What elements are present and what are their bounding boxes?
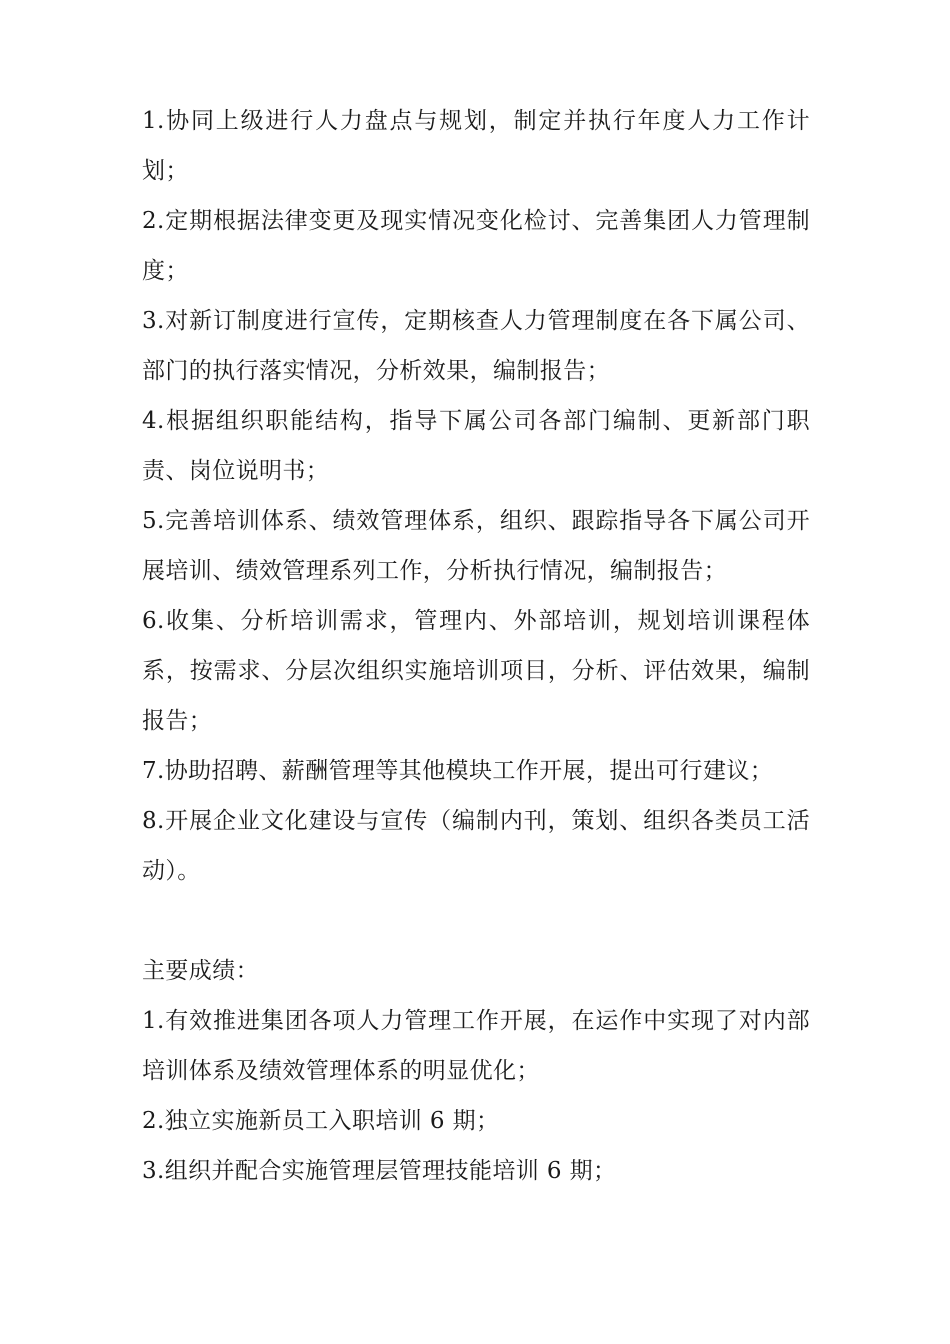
list-item: 6.收集、分析培训需求，管理内、外部培训，规划培训课程体系，按需求、分层次组织实施培训项目，分析、评估效果，编制报告；	[142, 608, 810, 734]
list-item: 3.组织并配合实施管理层管理技能培训 6 期；	[142, 1158, 617, 1184]
list-item: 1.有效推进集团各项人力管理工作开展，在运作中实现了对内部培训体系及绩效管理体系的明显优化；	[142, 1008, 810, 1084]
responsibilities-list	[142, 96, 810, 896]
document-body	[142, 96, 810, 1196]
list-item: 8.开展企业文化建设与宣传（编制内刊，策划、组织各类员工活动）。	[142, 808, 810, 884]
list-item: 1.协同上级进行人力盘点与规划，制定并执行年度人力工作计划；	[142, 108, 810, 184]
list-item: 2.独立实施新员工入职培训 6 期；	[142, 1108, 500, 1134]
list-item: 2.定期根据法律变更及现实情况变化检讨、完善集团人力管理制度；	[142, 208, 810, 284]
section-gap	[142, 896, 810, 946]
list-item: 5.完善培训体系、绩效管理体系，组织、跟踪指导各下属公司开展培训、绩效管理系列工作，分析执行情况，编制报告；	[142, 508, 810, 584]
list-item: 4.根据组织职能结构，指导下属公司各部门编制、更新部门职责、岗位说明书；	[142, 408, 810, 484]
achievements-heading: 主要成绩：	[142, 958, 259, 984]
achievements-section	[142, 946, 810, 1196]
list-item: 7.协助招聘、薪酬管理等其他模块工作开展，提出可行建议；	[142, 758, 774, 784]
list-item: 3.对新订制度进行宣传，定期核查人力管理制度在各下属公司、部门的执行落实情况，分析效果，编制报告；	[142, 308, 810, 384]
